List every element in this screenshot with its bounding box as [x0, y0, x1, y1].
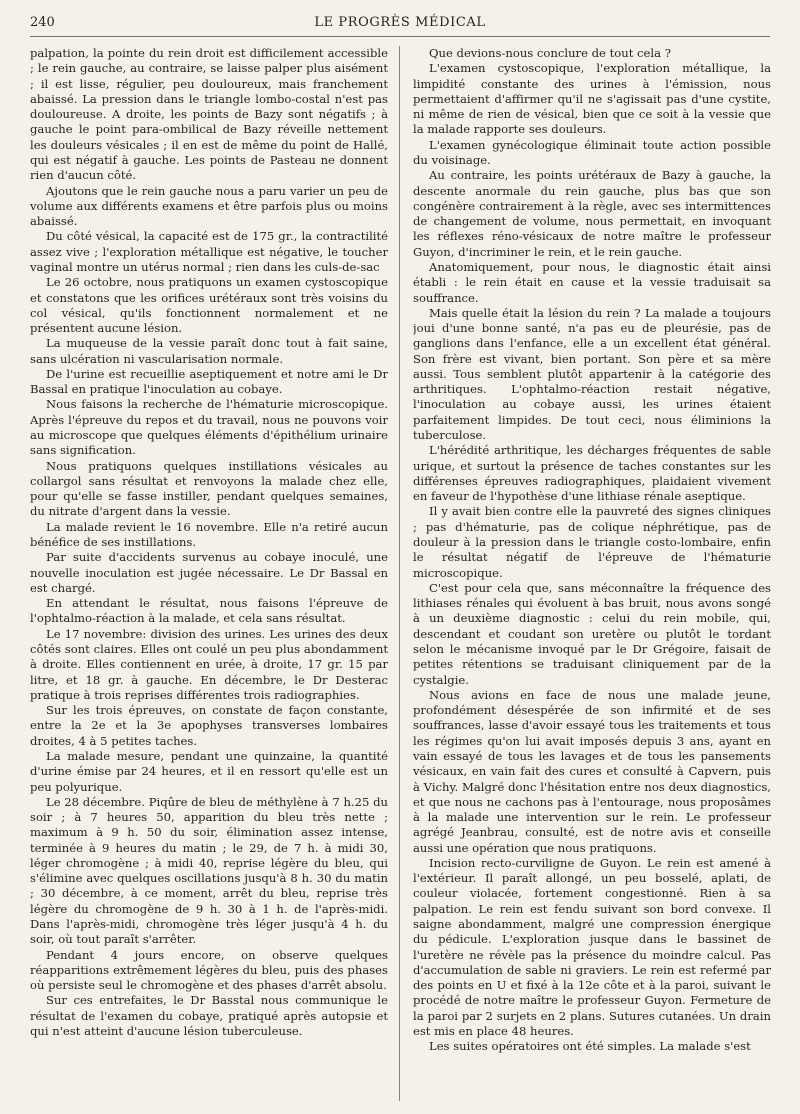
paragraph: Que devions-nous conclure de tout cela ? [429, 46, 671, 60]
paragraph: Incision recto-curviligne de Guyon. Le rein est amené à l'extérieur. Il paraît allongé, un peu bosselé, aplati, de couleur violacée, fortement congestionné. Rien à sa palpation. Le rein est fendu suivant son bord convexe. Il saigne abondamment, malgré une compression énergique du pédicule. L'exploration jusque dans le bassinet de l'uretère ne révèle pas la présence du moindre calcul. Pas d'accumulation de sable ni graviers. Le rein est refermé par des points en U et fixé à la 12e côte et à la paroi, suivant le procédé de notre maître le professeur Guyon. Fermeture de la paroi par 2 surjets en 2 plans. Sutures cutanées. Un drain est mis en place 48 heures. [413, 855, 771, 1038]
paragraph: La muqueuse de la vessie paraît donc tout à fait saine, sans ulcération ni vascularisation normale. [30, 336, 388, 366]
paragraph: L'examen gynécologique éliminait toute action possible du voisinage. [413, 137, 771, 167]
paragraph: Mais quelle était la lésion du rein ? La malade a toujours joui d'une bonne santé, n'a pas eu de pleurésie, pas de ganglions dans l'enfance, elle a un excellent état général. Son frère est vivant, bien portant. Son père et sa mère aussi. Tous semblent plutôt appartenir à la catégorie des arthritiques. L'ophtalmo-réaction restait négative, l'inoculation au cobaye aussi, les urines étaient parfaitement limpides. De tout ceci, nous éliminions la tuberculose. [413, 305, 771, 443]
paragraph: De l'urine est recueillie aseptiquement et notre ami le Dr Bassal en pratique l'inoculation au cobaye. [30, 366, 388, 397]
paragraph: En attendant le résultat, nous faisons l'épreuve de l'ophtalmo-réaction à la malade, et cela sans résultat. [30, 596, 388, 626]
paragraph: L'examen cystoscopique, l'exploration métallique, la limpidité constante des urines à l'émission, nous permettaient d'affirmer qu'il ne s'agissait pas d'une cystite, ni même de rien de vésical, bien que ce soit à la vessie que la malade rapporte ses douleurs. [413, 61, 771, 137]
column-divider [399, 46, 400, 1101]
paragraph: Nous pratiquons quelques instillations vésicales au collargol sans résultat et renvoyons la malade chez elle, pour qu'elle se fasse instiller, pendant quelques semaines, du nitrate d'argent dans la vessie. [30, 458, 388, 519]
paragraph: Sur ces entrefaites, le Dr Basstal nous communique le résultat de l'examen du cobaye, pratiqué après autopsie et qui n'est atteint d'aucune lésion tuberculeuse. [30, 993, 388, 1038]
left-column [30, 46, 388, 1106]
paragraph: Ajoutons que le rein gauche nous a paru varier un peu de volume aux différents examens et être parfois plus ou moins abaissé. [30, 183, 388, 229]
page-header [30, 12, 770, 37]
paragraph: La malade revient le 16 novembre. Elle n'a retiré aucun bénéfice de ses instillations. [30, 519, 388, 549]
paragraph: Anatomiquement, pour nous, le diagnostic était ainsi établi : le rein était en cause et la vessie traduisait sa souffrance. [413, 259, 771, 305]
paragraph: Au contraire, les points urétéraux de Bazy à gauche, la descente anormale du rein gauche, plus bas que son congénère contrairement à la règle, avec ses intermittences de changement de volume, nous permettait, en invoquant les réflexes réno-vésicaux de notre maître le professeur Guyon, d'incriminer le rein, et le rein gauche. [413, 168, 771, 259]
paragraph: La malade mesure, pendant une quinzaine, la quantité d'urine émise par 24 heures, et il en ressort qu'elle est un peu polyurique. [30, 748, 388, 794]
paragraph: Nous avions en face de nous une malade jeune, profondément désespérée de son infirmité et de ses souffrances, lasse d'avoir essayé tous les traitements et tous les régimes qu'on lui avait imposés depuis 3 ans, ayant en vain essayé de tous les lavages et de tous les pansements vésicaux, en vain fait des cures et consulté à Capvern, puis à Vichy. Malgré donc l'hésitation entre nos deux diagnostics, et que nous ne cachons pas à l'entourage, nous proposâmes à la malade une intervention sur le rein. Le professeur agrégé Jeanbrau, consulté, est de notre avis et conseille aussi une opération que nous pratiquons. [413, 687, 771, 855]
page-number: 240 [30, 15, 55, 30]
paragraph: Le 26 octobre, nous pratiquons un examen cystoscopique et constatons que les orifices urétéraux sont très voisins du col vésical, qu'ils fonctionnent normalement et ne présentent aucune lésion. [30, 275, 388, 336]
running-title: LE PROGRÈS MÉDICAL [314, 15, 486, 30]
paragraph: Le 17 novembre: division des urines. Les urines des deux côtés sont claires. Elles ont coulé un peu plus abondamment à droite. Elles contiennent en urée, à droite, 17 gr. 15 par litre, et 18 gr. à gauche. En décembre, le Dr Desterac pratique à trois reprises différentes trois radiographies. [30, 626, 388, 702]
paragraph: C'est pour cela que, sans méconnaître la fréquence des lithiases rénales qui évoluent à bas bruit, nous avons songé à un deuxième diagnostic : celui du rein mobile, qui, descendant et coudant son uretère ou plutôt le tordant selon le mécanisme invoqué par le Dr Grégoire, faisait de petites rétentions se traduisant cliniquement par de la cystalgie. [413, 580, 771, 687]
paragraph: Du côté vésical, la capacité est de 175 gr., la contractilité assez vive ; l'exploration métallique est négative, le toucher vaginal montre un utérus normal ; rien dans les culs-de-sac [30, 229, 388, 274]
paragraph: L'hérédité arthritique, les décharges fréquentes de sable urique, et surtout la présence de taches constantes sur les différenses épreuves radiographiques, plaidaient vivement en faveur de l'hypothèse d'une lithiase rénale aseptique. [413, 443, 771, 504]
paragraph: Les suites opératoires ont été simples. La malade s'est [429, 1039, 751, 1054]
paragraph: Pendant 4 jours encore, on observe quelques réapparitions extrêmement légères du bleu, puis des phases où persiste seul le chromogène et des phases d'arrêt absolu. [30, 947, 388, 993]
right-column [413, 46, 771, 1106]
paragraph: Sur les trois épreuves, on constate de façon constante, entre la 2e et la 3e apophyses transverses lombaires droites, 4 à 5 petites taches. [30, 703, 388, 748]
paragraph: Le 28 décembre. Piqûre de bleu de méthylène à 7 h.25 du soir ; à 7 heures 50, apparition du bleu très nette ; maximum à 9 h. 50 du soir, élimination assez intense, terminée à 9 heures du matin ; le 29, de 7 h. à midi 30, léger chromogène ; à midi 40, reprise légère du bleu, qui s'élimine avec quelques oscillations jusqu'à 8 h. 30 du matin ; 30 décembre, à ce moment, arrêt du bleu, reprise très légère du chromogène de 9 h. 30 à 1 h. de l'après-midi. Dans l'après-midi, chromogène très léger jusqu'à 4 h. du soir, où tout paraît s'arrêter. [30, 794, 388, 947]
paragraph: Par suite d'accidents survenus au cobaye inoculé, une nouvelle inoculation est jugée nécessaire. Le Dr Bassal en est chargé. [30, 550, 388, 595]
paragraph: Nous faisons la recherche de l'hématurie microscopique. Après l'épreuve du repos et du travail, nous ne pouvons voir au microscope que quelques éléments d'épithélium urinaire sans signification. [30, 397, 388, 458]
paragraph: Il y avait bien contre elle la pauvreté des signes cliniques ; pas d'hématurie, pas de colique néphrétique, pas de douleur à la pression dans le triangle costo-lombaire, enfin le résultat négatif de l'épreuve de l'hématurie microscopique. [413, 504, 771, 580]
paragraph: palpation, la pointe du rein droit est difficilement accessible ; le rein gauche, au contraire, se laisse palper plus aisément ; il est lisse, régulier, peu douloureux, mais franchement abaissé. La pression dans le triangle lombo-costal n'est pas douloureuse. A droite, les points de Bazy sont négatifs ; à gauche le point para-ombilical de Bazy réveille nettement les douleurs vésicales ; il en est de même du point de Hallé, qui est négatif à gauche. Les points de Pasteau ne donnent rien d'aucun côté. [30, 46, 388, 183]
